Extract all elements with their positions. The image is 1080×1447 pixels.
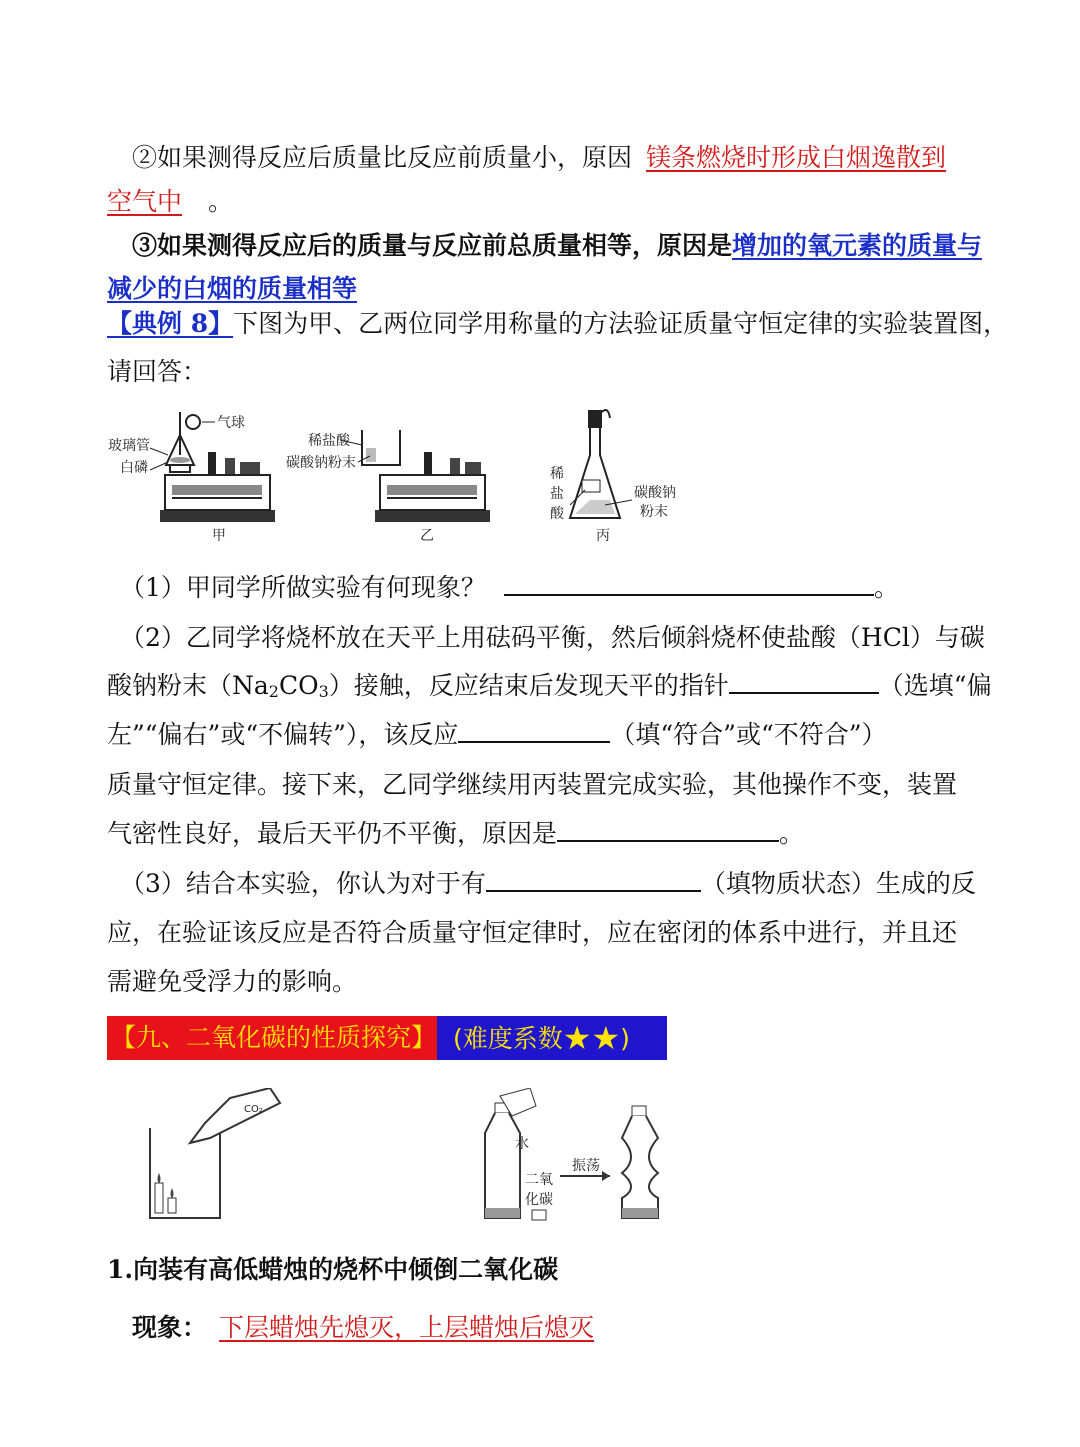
label-phosphorus: 白磷 xyxy=(120,460,148,476)
p3-line1: （3）结合本实验，你认为对于有 （填物质状态）生成的反 xyxy=(120,869,976,898)
q2-prefix: ②如果测得反应后质量比反应前质量小，原因 xyxy=(132,143,633,172)
difficulty-stars: ★★ xyxy=(562,1019,621,1057)
q3-line1 xyxy=(132,228,984,264)
label-acid-2: 盐 xyxy=(550,486,564,502)
balance-figure xyxy=(100,400,700,550)
ex8-tag: 【典例 8】 xyxy=(107,309,234,338)
label-tube: 玻璃管 xyxy=(108,438,150,454)
label-balloon: 气球 xyxy=(217,415,245,431)
caption-yi: 乙 xyxy=(420,528,434,544)
label-acid-1: 稀 xyxy=(550,466,564,482)
q3-line2 xyxy=(107,271,984,307)
item1-title: 1.向装有高低蜡烛的烧杯中倾倒二氧化碳 xyxy=(107,1255,559,1284)
co2-bottle-label: CO₂ xyxy=(244,1104,263,1115)
ex8-text-b: 请回答： xyxy=(107,357,208,386)
q3-answer-a: 增加的氧元素的质量与 xyxy=(732,231,983,260)
q2-suffix: 。 xyxy=(208,187,234,216)
p1-text: （1）甲同学所做实验有何现象？ xyxy=(120,573,486,602)
p2-line3: 左”“偏右”或“不偏转”），该反应 （填“符合”或“不符合”） xyxy=(107,720,887,749)
p2-blank-reason[interactable] xyxy=(557,820,779,842)
q2-line2 xyxy=(107,184,984,220)
difficulty-box: (难度系数★★) xyxy=(437,1016,667,1060)
ex8-text-a: 下图为甲、乙两位同学用称量的方法验证质量守恒定律的实验装置图， xyxy=(233,309,1009,338)
q2-answer-b: 空气中 xyxy=(107,187,183,216)
p2-blank-pointer[interactable] xyxy=(729,672,879,694)
p3-line2: 应，在验证该反应是否符合质量守恒定律时，应在密闭的体系中进行，并且还 xyxy=(107,918,958,947)
label-powder-2: 粉末 xyxy=(640,504,668,520)
p3-line3: 需避免受浮力的影响。 xyxy=(107,967,358,996)
beaker-candles xyxy=(150,1088,280,1218)
label-acid: 稀盐酸 xyxy=(308,433,350,449)
apparatus-bing xyxy=(550,410,676,544)
section-title: 【九、二氧化碳的性质探究】 xyxy=(107,1016,437,1060)
label-powder: 碳酸钠粉末 xyxy=(286,455,356,471)
label-shake: 振荡 xyxy=(572,1158,600,1174)
item1-label: 现象： xyxy=(132,1313,208,1342)
co2-figure xyxy=(140,1088,680,1228)
bottle-experiment xyxy=(485,1088,658,1220)
label-powder-1: 碳酸钠 xyxy=(634,485,676,501)
caption-bing: 丙 xyxy=(596,528,610,544)
q3-answer-b: 减少的白烟的质量相等 xyxy=(107,274,358,303)
label-co2-1: 二氧 xyxy=(525,1172,553,1188)
p2-blank-conform[interactable] xyxy=(458,721,610,743)
apparatus-jia xyxy=(108,412,275,544)
p2-line4: 质量守恒定律。接下来，乙同学继续用丙装置完成实验，其他操作不变，装置 xyxy=(107,770,958,799)
section-banner xyxy=(107,1016,667,1060)
ex8-line2 xyxy=(107,354,984,390)
item1-phenomenon xyxy=(132,1310,984,1346)
q2-answer-a: 镁条燃烧时形成白烟逸散到 xyxy=(646,143,947,172)
apparatus-yi xyxy=(286,430,490,544)
ex8-line1 xyxy=(107,306,1009,342)
p1-blank[interactable] xyxy=(504,574,874,596)
label-co2-2: 化碳 xyxy=(525,1192,553,1208)
p2-line1: （2）乙同学将烧杯放在天平上用砝码平衡，然后倾斜烧杯使盐酸（HCl）与碳 xyxy=(120,623,985,652)
q2-line1 xyxy=(132,140,984,176)
q3-prefix: ③如果测得反应后的质量与反应前总质量相等，原因是 xyxy=(132,231,733,260)
item1-answer: 下层蜡烛先熄灭，上层蜡烛后熄灭 xyxy=(219,1313,595,1342)
p3-blank-state[interactable] xyxy=(486,870,701,892)
p2-line2: 酸钠粉末（Na2CO3）接触，反应结束后发现天平的指针 （选填“偏 xyxy=(107,671,992,701)
caption-jia: 甲 xyxy=(212,528,226,544)
p1-line: （1）甲同学所做实验有何现象？ 。 xyxy=(120,573,899,602)
p2-line5: 气密性良好，最后天平仍不平衡，原因是 。 xyxy=(107,819,805,848)
label-water: 水 xyxy=(515,1136,529,1152)
difficulty-label: (难度系数 xyxy=(453,1024,563,1053)
label-acid-3: 酸 xyxy=(550,506,564,522)
